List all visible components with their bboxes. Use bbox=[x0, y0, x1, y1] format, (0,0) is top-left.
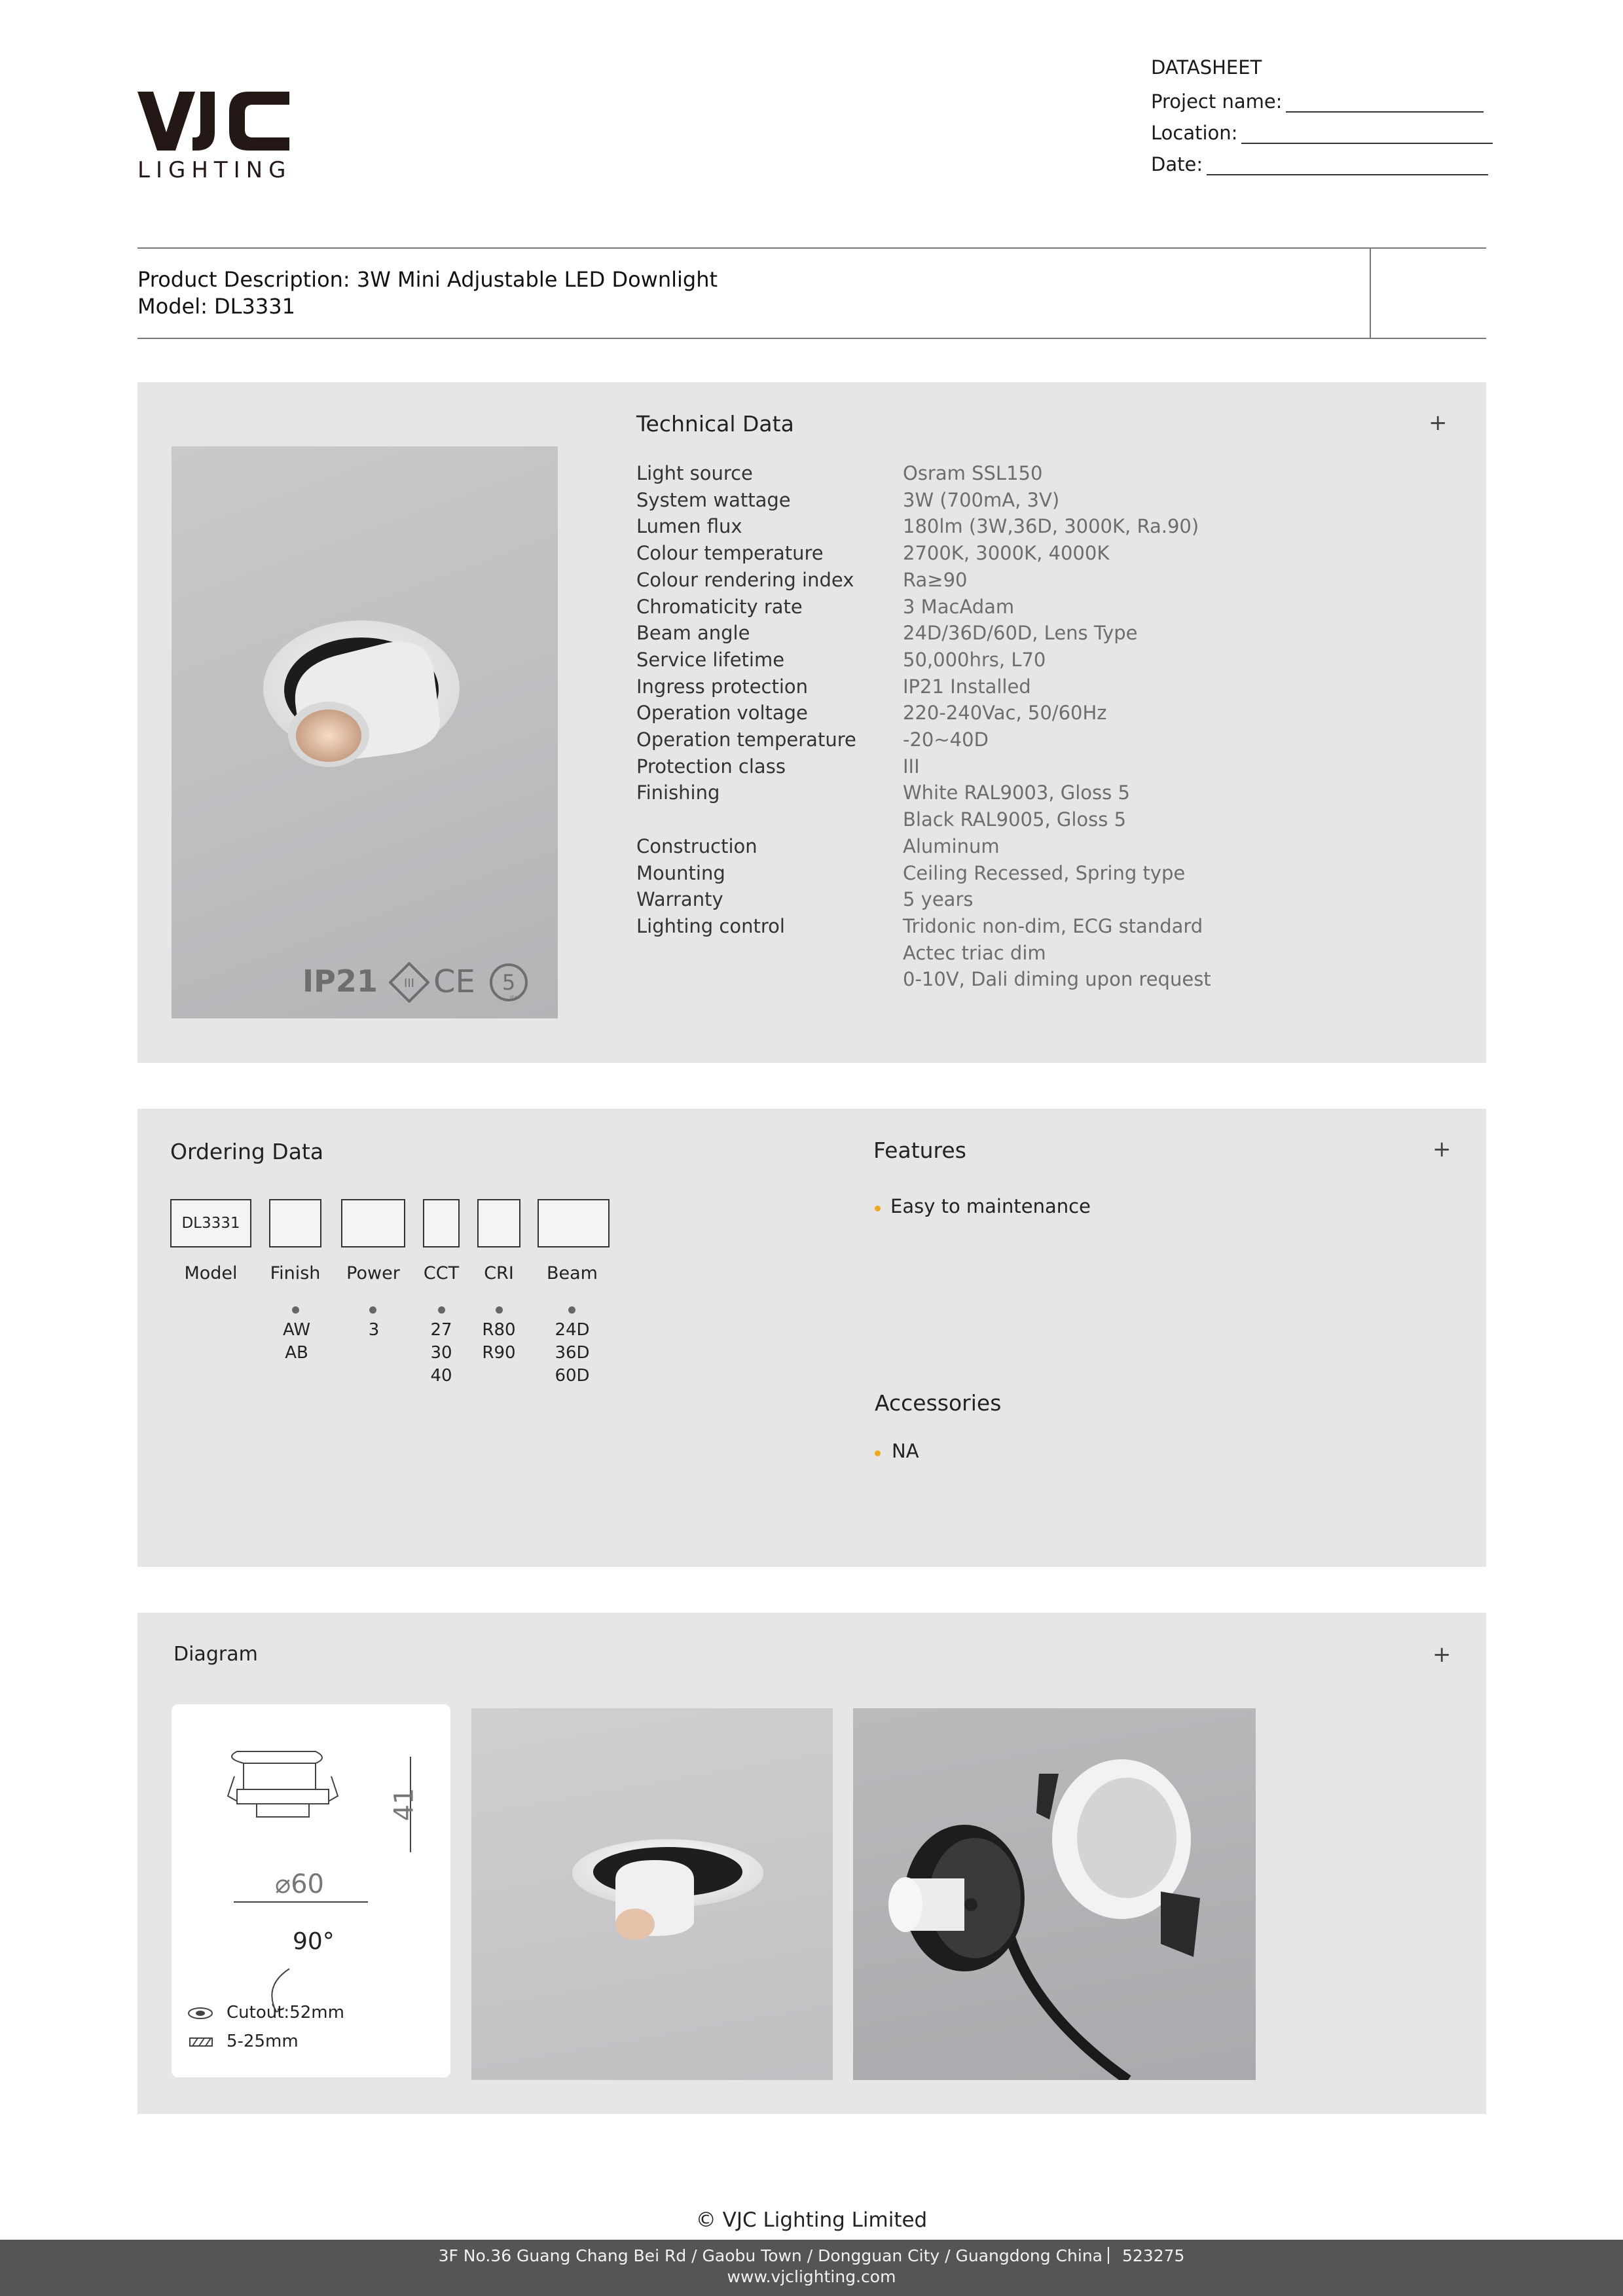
feature-bullet bbox=[875, 1206, 881, 1211]
technical-value: 24D/36D/60D, Lens Type bbox=[903, 622, 1138, 645]
ordering-options-cct bbox=[415, 1319, 467, 1388]
tilt-angle: 90° bbox=[293, 1928, 335, 1955]
technical-label: Operation temperature bbox=[636, 728, 856, 751]
technical-label: Lumen flux bbox=[636, 515, 742, 538]
date-label: Date: bbox=[1151, 153, 1203, 175]
technical-label: Lighting control bbox=[636, 914, 785, 937]
ordering-cct-box[interactable] bbox=[423, 1199, 460, 1247]
product-description-box bbox=[137, 247, 1486, 339]
product-description: Product Description: 3W Mini Adjustable LED Downlight bbox=[137, 267, 718, 292]
ordering-options-cri bbox=[473, 1319, 525, 1365]
technical-value: 3 MacAdam bbox=[903, 595, 1015, 618]
ordering-cri-box[interactable] bbox=[477, 1199, 520, 1247]
features-expand-icon[interactable]: + bbox=[1432, 1136, 1451, 1162]
technical-label: Colour temperature bbox=[636, 542, 824, 565]
website-link[interactable]: www.vjclighting.com bbox=[727, 2267, 896, 2286]
components-illustration bbox=[853, 1708, 1256, 2080]
description-divider bbox=[1370, 249, 1371, 338]
ordering-options-beam bbox=[539, 1319, 605, 1388]
technical-label: Mounting bbox=[636, 861, 725, 884]
feature-item: Easy to maintenance bbox=[890, 1195, 1091, 1217]
technical-value: III bbox=[903, 755, 920, 778]
ordering-label-cct: CCT bbox=[423, 1263, 460, 1283]
option-finish-ab: AB bbox=[285, 1343, 308, 1363]
technical-value: Osram SSL150 bbox=[903, 462, 1043, 484]
cutout-size: Cutout:52mm bbox=[227, 2003, 344, 2022]
ordering-model-box bbox=[170, 1199, 251, 1247]
location-field[interactable] bbox=[1151, 122, 1493, 144]
diagram-heading: Diagram bbox=[173, 1643, 258, 1666]
technical-label: Light source bbox=[636, 462, 753, 484]
height-dimension: 41 bbox=[389, 1787, 420, 1821]
ceiling-thickness: 5-25mm bbox=[227, 2032, 299, 2051]
ordering-model-code: DL3331 bbox=[181, 1215, 240, 1232]
technical-value: Tridonic non-dim, ECG standard bbox=[903, 914, 1203, 937]
technical-value: 180lm (3W,36D, 3000K, Ra.90) bbox=[903, 515, 1199, 538]
postcode: 523275 bbox=[1122, 2246, 1185, 2265]
ordering-dot-cri bbox=[496, 1306, 503, 1314]
technical-value: 5 years bbox=[903, 888, 974, 911]
accessory-bullet bbox=[875, 1450, 881, 1456]
ordering-label-beam: Beam bbox=[547, 1263, 598, 1283]
ordering-dot-power bbox=[369, 1306, 376, 1314]
location-label: Location: bbox=[1151, 122, 1238, 144]
project-name-label: Project name: bbox=[1151, 90, 1283, 113]
diameter-dimension: ⌀60 bbox=[275, 1869, 324, 1899]
ordering-dot-finish bbox=[292, 1306, 299, 1314]
svg-text:III: III bbox=[404, 977, 414, 990]
technical-label: Colour rendering index bbox=[636, 568, 854, 591]
downlight-illustration bbox=[172, 446, 558, 1018]
technical-label: Construction bbox=[636, 834, 757, 857]
diagram-expand-icon[interactable]: + bbox=[1432, 1641, 1451, 1668]
date-field[interactable] bbox=[1151, 153, 1488, 175]
vjc-logo bbox=[137, 92, 289, 152]
option-cri-r90: R90 bbox=[482, 1343, 516, 1363]
ordering-power-box[interactable] bbox=[341, 1199, 405, 1247]
option-beam-60d: 60D bbox=[555, 1366, 590, 1386]
option-cct-40: 40 bbox=[430, 1366, 452, 1386]
ordering-finish-box[interactable] bbox=[269, 1199, 321, 1247]
installed-photo bbox=[471, 1708, 833, 2080]
technical-value: Actec triac dim bbox=[903, 941, 1046, 964]
option-cct-27: 27 bbox=[430, 1320, 452, 1340]
accessory-item: NA bbox=[892, 1440, 919, 1462]
technical-label: Finishing bbox=[636, 781, 720, 804]
technical-label: Chromaticity rate bbox=[636, 595, 803, 618]
ce-mark-icon: CE bbox=[433, 963, 475, 1000]
technical-value: -20~40D bbox=[903, 728, 989, 751]
ordering-label-model: Model bbox=[184, 1263, 238, 1283]
product-photo bbox=[172, 446, 558, 1018]
brand-subtitle: LIGHTING bbox=[137, 157, 292, 183]
product-description-text bbox=[137, 266, 718, 320]
option-cri-r80: R80 bbox=[482, 1320, 516, 1340]
technical-value: 0-10V, Dali diming upon request bbox=[903, 968, 1211, 991]
technical-label: System wattage bbox=[636, 488, 791, 511]
technical-value: Ceiling Recessed, Spring type bbox=[903, 861, 1186, 884]
ordering-label-cri: CRI bbox=[484, 1263, 514, 1283]
product-model: Model: DL3331 bbox=[137, 294, 295, 319]
svg-text:5: 5 bbox=[501, 970, 516, 995]
technical-value: White RAL9003, Gloss 5 bbox=[903, 781, 1130, 804]
technical-label: Warranty bbox=[636, 888, 723, 911]
technical-data-heading: Technical Data bbox=[636, 411, 794, 437]
ordering-label-finish: Finish bbox=[270, 1263, 321, 1283]
ordering-label-power: Power bbox=[346, 1263, 400, 1283]
ordering-dot-beam bbox=[568, 1306, 575, 1314]
class-iii-icon bbox=[389, 962, 429, 1003]
location-line[interactable] bbox=[1241, 122, 1493, 144]
components-photo bbox=[853, 1708, 1256, 2080]
option-power-3: 3 bbox=[368, 1320, 380, 1340]
footer-address-line bbox=[0, 2246, 1623, 2265]
option-finish-aw: AW bbox=[282, 1320, 311, 1340]
dimension-drawing-card bbox=[172, 1704, 450, 2077]
technical-value: Aluminum bbox=[903, 834, 1000, 857]
option-cct-30: 30 bbox=[430, 1343, 452, 1363]
technical-value: Ra≥90 bbox=[903, 568, 968, 591]
technical-value: IP21 Installed bbox=[903, 675, 1031, 698]
technical-label: Protection class bbox=[636, 755, 786, 778]
project-name-line[interactable] bbox=[1286, 90, 1484, 113]
features-heading: Features bbox=[873, 1138, 966, 1163]
technical-label: Service lifetime bbox=[636, 648, 785, 671]
project-name-field[interactable] bbox=[1151, 90, 1484, 113]
ip21-mark: IP21 bbox=[302, 963, 378, 999]
technical-value: 2700K, 3000K, 4000K bbox=[903, 542, 1110, 565]
company-address: 3F No.36 Guang Chang Bei Rd / Gaobu Town / Dongguan City / Guangdong China bbox=[438, 2246, 1103, 2265]
copyright-text: © VJC Lighting Limited bbox=[695, 2208, 928, 2232]
technical-expand-icon[interactable]: + bbox=[1429, 410, 1448, 436]
option-beam-36d: 36D bbox=[555, 1343, 590, 1363]
technical-label: Ingress protection bbox=[636, 675, 809, 698]
option-beam-24d: 24D bbox=[555, 1320, 590, 1340]
technical-label: Beam angle bbox=[636, 622, 750, 645]
technical-value: 3W (700mA, 3V) bbox=[903, 488, 1060, 511]
installed-downlight-illustration bbox=[471, 1708, 833, 2080]
technical-value: 50,000hrs, L70 bbox=[903, 648, 1046, 671]
ordering-dot-cct bbox=[438, 1306, 445, 1314]
ordering-beam-box[interactable] bbox=[538, 1199, 610, 1247]
ordering-panel bbox=[137, 1109, 1486, 1567]
technical-value: Black RAL9005, Gloss 5 bbox=[903, 808, 1127, 831]
address-separator bbox=[1108, 2247, 1109, 2264]
svg-text:YEAR: YEAR bbox=[509, 996, 520, 1000]
ordering-data-heading: Ordering Data bbox=[170, 1139, 324, 1164]
technical-value: 220-240Vac, 50/60Hz bbox=[903, 702, 1107, 725]
date-line[interactable] bbox=[1207, 153, 1488, 175]
ordering-options-power bbox=[346, 1319, 401, 1342]
ordering-options-finish bbox=[269, 1319, 324, 1365]
technical-label: Operation voltage bbox=[636, 702, 808, 725]
datasheet-title: DATASHEET bbox=[1151, 56, 1262, 79]
footer-bar bbox=[0, 2240, 1623, 2296]
warranty-5-year-icon bbox=[488, 962, 529, 1003]
accessories-heading: Accessories bbox=[875, 1390, 1002, 1416]
